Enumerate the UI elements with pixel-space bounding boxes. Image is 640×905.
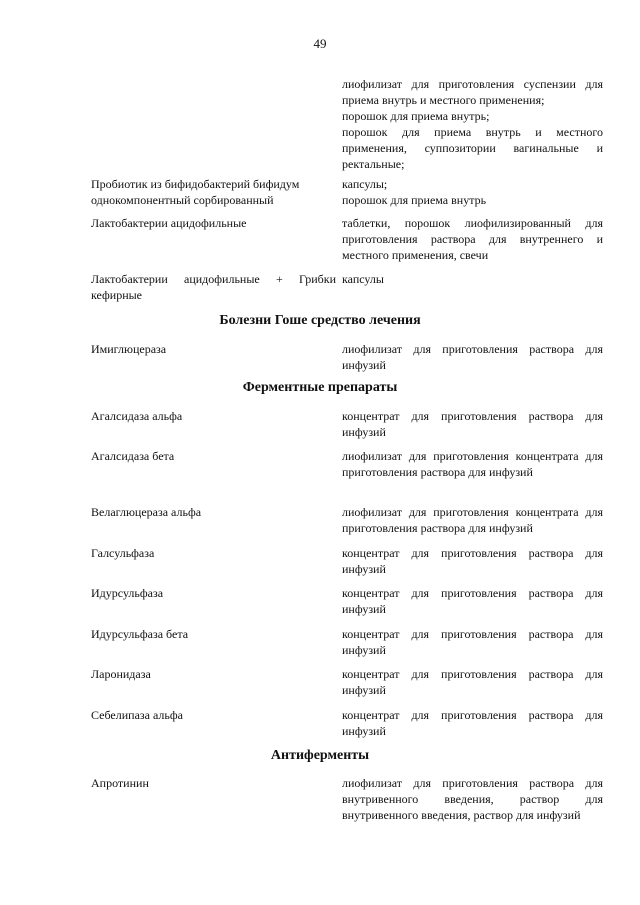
drug-name: Лактобактерии ацидофильные — [91, 216, 247, 230]
drug-name: Агалсидаза альфа — [91, 409, 183, 423]
drug-form: концентрат для приготовления раствора для инфузий — [342, 586, 603, 616]
drug-name: Апротинин — [91, 776, 149, 790]
section-heading: Болезни Гоше средство лечения — [219, 313, 421, 328]
drug-name: Ларонидаза — [91, 667, 151, 681]
drug-form: концентрат для приготовления раствора для инфузий — [342, 409, 603, 439]
drug-form: концентрат для приготовления раствора для инфузий — [342, 667, 603, 697]
drug-form: капсулы — [342, 272, 384, 286]
drug-name: Имиглюцераза — [91, 342, 167, 356]
drug-form: лиофилизат для приготовления концентрата для приготовления раствора для инфузий — [342, 505, 603, 535]
page-number: 49 — [313, 36, 327, 51]
drug-form: лиофилизат для приготовления концентрата для приготовления раствора для инфузий — [342, 449, 603, 479]
section-heading: Ферментные препараты — [242, 380, 398, 395]
drug-form: капсулы; порошок для приема внутрь — [342, 177, 487, 207]
drug-name: Пробиотик из бифидобактерий бифидум однокомпонентный сорбированный — [91, 177, 300, 207]
drug-name: Агалсидаза бета — [91, 449, 175, 463]
drug-name: Галсульфаза — [91, 546, 155, 560]
drug-name: Лактобактерии ацидофильные + Грибки кефирные — [91, 272, 336, 302]
drug-form: концентрат для приготовления раствора для инфузий — [342, 627, 603, 657]
drug-name: Идурсульфаза бета — [91, 627, 189, 641]
drug-form: концентрат для приготовления раствора для инфузий — [342, 546, 603, 576]
drug-name: Себелипаза альфа — [91, 708, 183, 722]
section-heading: Антиферменты — [270, 748, 370, 763]
drug-form: таблетки, порошок лиофилизированный для приготовления раствора для внутреннего и местного применения, свечи — [342, 216, 603, 262]
drug-name: Идурсульфаза — [91, 586, 164, 600]
drug-form: концентрат для приготовления раствора для инфузий — [342, 708, 603, 738]
drug-form: лиофилизат для приготовления суспензии для приема внутрь и местного применения; порошок для приема внутрь; порошок для приема внутрь и местного применения, суппозитории вагинальные и ректальные; — [342, 77, 603, 171]
drug-name: Велаглюцераза альфа — [91, 505, 202, 519]
drug-form: лиофилизат для приготовления раствора для внутривенного введения, раствор для внутривенного введения, раствор для инфузий — [342, 776, 603, 822]
drug-form: лиофилизат для приготовления раствора для инфузий — [342, 342, 603, 372]
